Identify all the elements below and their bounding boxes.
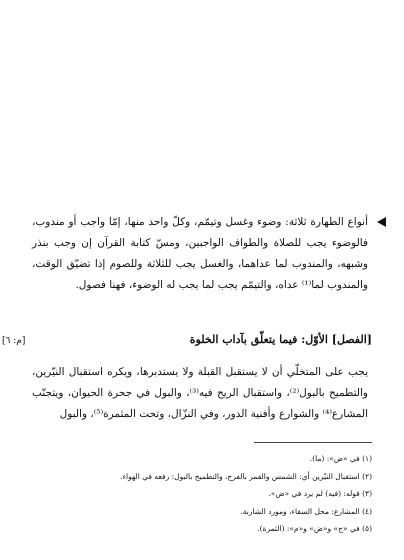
page-reference: [م: ٦] — [2, 336, 26, 346]
paragraph-marker-icon — [377, 217, 386, 227]
footnote-4: (٤) المشارع: محل السقاء، ومورد الشاربة. — [240, 506, 372, 516]
footnote-5: (٥) في «ح» و«ض» و«م»: (الثمرة). — [257, 524, 372, 533]
footnote-divider — [254, 442, 372, 443]
intro-paragraph: أنواع الطهارة ثلاثة: وضوء وغسل وتيمّم، وكلّ واحد منها، إمّا واجب أو مندوب، فالوضوء يجب للصلاة والطواف الواجبين، ومسّ كتابة القرآن إن وجب بنذر وشبهه، والمندوب لما عداهما، والغسل يجب للثلاثة وللصوم إذا تضيّق الوقت، والمندوب لما⁽¹⁾ عداه، والتيمّم يجب لما يجب له الوضوء، فهنا فصول. — [32, 216, 368, 291]
footnotes-list — [36, 450, 372, 538]
footnote-3: (٣) قوله: (فيه) لم يرد في «ض». — [268, 489, 372, 498]
section-heading: [الفصل] الأوّل: فيما يتعلّق بآداب الخلوة — [189, 333, 372, 346]
footnote-2: (٢) استقبال النيّرين أي: الشمس والقمر بالفرج، والتطميح بالبول: رفعه في الهواء. — [120, 471, 372, 481]
section-paragraph: يجب على المتخلّي أن لا يستقبل القبلة ولا يستدبرها، ويكره استقبال النيّرين، والتطميح بالبول⁽²⁾، واستقبال الريح فيه⁽³⁾، والبول في جحرة الحيوان، ويتجنّب المشارع⁽⁴⁾ والشوارع وأفنية الدور، وفي النزّال، وتحت المثمرة⁽⁵⁾، والبول — [32, 366, 368, 420]
footnote-1: (١) في «ض»: (ما). — [309, 454, 372, 463]
